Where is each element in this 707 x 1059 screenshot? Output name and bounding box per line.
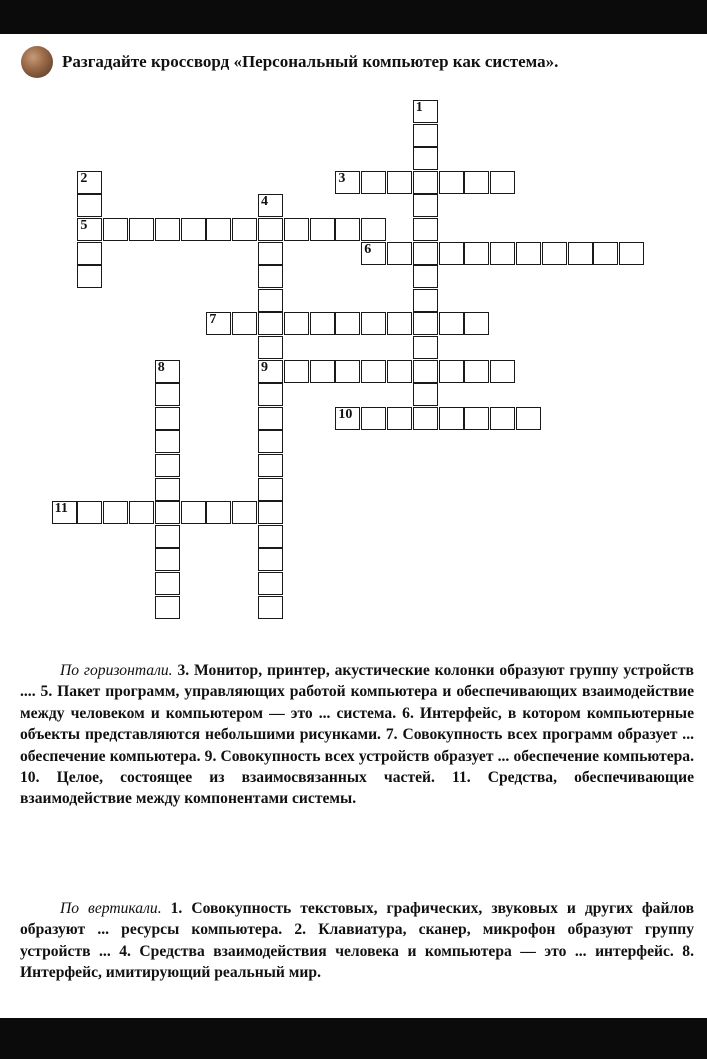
crossword-cell[interactable] [387, 171, 412, 194]
crossword-cell[interactable] [258, 383, 283, 406]
crossword-cell[interactable] [464, 407, 489, 430]
crossword-cell[interactable] [284, 312, 309, 335]
crossword-cell[interactable] [52, 501, 77, 524]
crossword-cell[interactable] [361, 407, 386, 430]
crossword-cell[interactable] [439, 242, 464, 265]
crossword-cell[interactable] [413, 194, 438, 217]
crossword-cell[interactable] [516, 407, 541, 430]
crossword-cell[interactable] [155, 596, 180, 619]
crossword-cell[interactable] [258, 265, 283, 288]
crossword-cell[interactable] [439, 312, 464, 335]
crossword-cell[interactable] [206, 218, 231, 241]
crossword-cell[interactable] [258, 218, 283, 241]
crossword-cell[interactable] [77, 242, 102, 265]
crossword-cell[interactable] [568, 242, 593, 265]
crossword-cell[interactable] [258, 596, 283, 619]
crossword-cell[interactable] [413, 360, 438, 383]
crossword-cell[interactable] [464, 171, 489, 194]
crossword-cell[interactable] [232, 501, 257, 524]
crossword-cell[interactable] [310, 312, 335, 335]
crossword-cell[interactable] [464, 360, 489, 383]
crossword-cell[interactable] [258, 336, 283, 359]
crossword-cell[interactable] [155, 525, 180, 548]
crossword-cell[interactable] [361, 218, 386, 241]
crossword-cell[interactable] [77, 194, 102, 217]
crossword-cell[interactable] [155, 501, 180, 524]
crossword-cell[interactable] [361, 171, 386, 194]
crossword-cell[interactable] [413, 289, 438, 312]
crossword-cell[interactable] [258, 194, 283, 217]
crossword-cell[interactable] [206, 312, 231, 335]
crossword-cell[interactable] [335, 171, 360, 194]
clues-down-heading: По вертикали. [60, 900, 162, 917]
crossword-cell[interactable] [516, 242, 541, 265]
crossword-cell[interactable] [490, 407, 515, 430]
crossword-cell[interactable] [206, 501, 231, 524]
crossword-cell[interactable] [387, 312, 412, 335]
crossword-cell[interactable] [490, 171, 515, 194]
crossword-cell[interactable] [335, 407, 360, 430]
clues-down-text: 1. Совокупность текстовых, графических, звуковых и других файлов образуют ... ресурсы компьютера. 2. Клавиатура, сканер, микрофон образуют группу устройств ... 4. Средства взаимодействия человека и компьютера — это ... интерфейс. 8. Интерфейс, имитирующий реальный мир. [20, 900, 695, 982]
crossword-cell[interactable] [258, 525, 283, 548]
crossword-cell[interactable] [464, 312, 489, 335]
crossword-cell[interactable] [129, 501, 154, 524]
crossword-cell[interactable] [77, 171, 102, 194]
crossword-cell[interactable] [593, 242, 618, 265]
crossword-cell[interactable] [490, 360, 515, 383]
crossword-cell[interactable] [155, 548, 180, 571]
crossword-cell[interactable] [77, 218, 102, 241]
crossword-cell[interactable] [232, 218, 257, 241]
crossword-cell[interactable] [310, 218, 335, 241]
clues-across-text: 3. Монитор, принтер, акустические колонки образуют группу устройств .... 5. Пакет программ, управляющих работой компьютера и обеспечивающих взаимодействие между человеком и компьютером — это ... система. 6. Интерфейс, в котором компьютерные объекты представляются небольшими рисунками. 7. Совокупность всех программ образует ... обеспечение компьютера. 9. Совокупность всех устройств образует ... обеспечение компьютера. 10. Целое, состоящее из взаимосвязанных частей. 11. Средства, обеспечивающие взаимодействие между компонентами системы. [20, 662, 694, 808]
crossword-cell[interactable] [129, 218, 154, 241]
crossword-cell[interactable] [361, 242, 386, 265]
bottom-frame-bar [0, 1018, 707, 1059]
clues-across [20, 660, 694, 810]
clue-number: 7 [209, 312, 217, 328]
crossword-cell[interactable] [413, 407, 438, 430]
crossword-cell[interactable] [258, 454, 283, 477]
crossword-cell[interactable] [387, 360, 412, 383]
crossword-cell[interactable] [258, 478, 283, 501]
crossword-cell[interactable] [439, 171, 464, 194]
clues-down [20, 898, 694, 984]
crossword-cell[interactable] [310, 360, 335, 383]
crossword-cell[interactable] [77, 265, 102, 288]
clue-number: 10 [338, 406, 353, 422]
crossword-cell[interactable] [258, 360, 283, 383]
crossword-cell[interactable] [490, 242, 515, 265]
crossword-cell[interactable] [258, 407, 283, 430]
clue-number: 9 [261, 359, 268, 375]
task-title: Разгадайте кроссворд «Персональный компьютер как система». [62, 52, 559, 71]
crossword-cell[interactable] [258, 548, 283, 571]
crossword-cell[interactable] [258, 430, 283, 453]
crossword-cell[interactable] [77, 501, 102, 524]
crossword-cell[interactable] [464, 242, 489, 265]
crossword-cell[interactable] [181, 501, 206, 524]
crossword-cell[interactable] [413, 124, 438, 147]
crossword-cell[interactable] [542, 242, 567, 265]
crossword-cell[interactable] [413, 265, 438, 288]
clue-number: 1 [415, 100, 423, 115]
crossword-cell[interactable] [155, 218, 180, 241]
crossword-cell[interactable] [155, 383, 180, 406]
clue-number: 2 [80, 170, 88, 186]
crossword-cell[interactable] [232, 312, 257, 335]
crossword-cell[interactable] [155, 572, 180, 595]
crossword-cell[interactable] [361, 360, 386, 383]
crossword-cell[interactable] [258, 242, 283, 265]
crossword-cell[interactable] [103, 218, 128, 241]
clue-number: 8 [157, 359, 165, 375]
clue-number: 3 [338, 170, 346, 186]
crossword-cell[interactable] [413, 242, 438, 265]
clue-number: 4 [261, 194, 268, 210]
crossword-cell[interactable] [335, 218, 360, 241]
clues-across-heading: По горизонтали. [60, 662, 173, 679]
crossword-cell[interactable] [155, 454, 180, 477]
crossword-cell[interactable] [258, 312, 283, 335]
crossword-cell[interactable] [155, 360, 180, 383]
crossword-cell[interactable] [103, 501, 128, 524]
crossword-cell[interactable] [387, 242, 412, 265]
crossword-cell[interactable] [439, 360, 464, 383]
crossword-cell[interactable] [284, 360, 309, 383]
crossword-cell[interactable] [619, 242, 644, 265]
crossword-cell[interactable] [335, 360, 360, 383]
crossword-cell[interactable] [413, 312, 438, 335]
crossword-cell[interactable] [413, 100, 438, 123]
crossword-cell[interactable] [284, 218, 309, 241]
crossword-cell[interactable] [413, 171, 438, 194]
crossword-cell[interactable] [258, 289, 283, 312]
crossword-cell[interactable] [155, 407, 180, 430]
crossword-cell[interactable] [413, 147, 438, 170]
clue-number: 11 [54, 501, 68, 517]
crossword-cell[interactable] [413, 383, 438, 406]
clue-number: 5 [80, 218, 88, 233]
crossword-cell[interactable] [335, 312, 360, 335]
crossword-cell[interactable] [413, 218, 438, 241]
crossword-cell[interactable] [181, 218, 206, 241]
crossword-cell[interactable] [258, 572, 283, 595]
crossword-cell[interactable] [155, 430, 180, 453]
crossword-cell[interactable] [155, 478, 180, 501]
crossword-cell[interactable] [258, 501, 283, 524]
crossword-cell[interactable] [387, 407, 412, 430]
crossword-cell[interactable] [439, 407, 464, 430]
crossword-cell[interactable] [413, 336, 438, 359]
crossword-cell[interactable] [361, 312, 386, 335]
clue-number: 6 [364, 241, 372, 257]
